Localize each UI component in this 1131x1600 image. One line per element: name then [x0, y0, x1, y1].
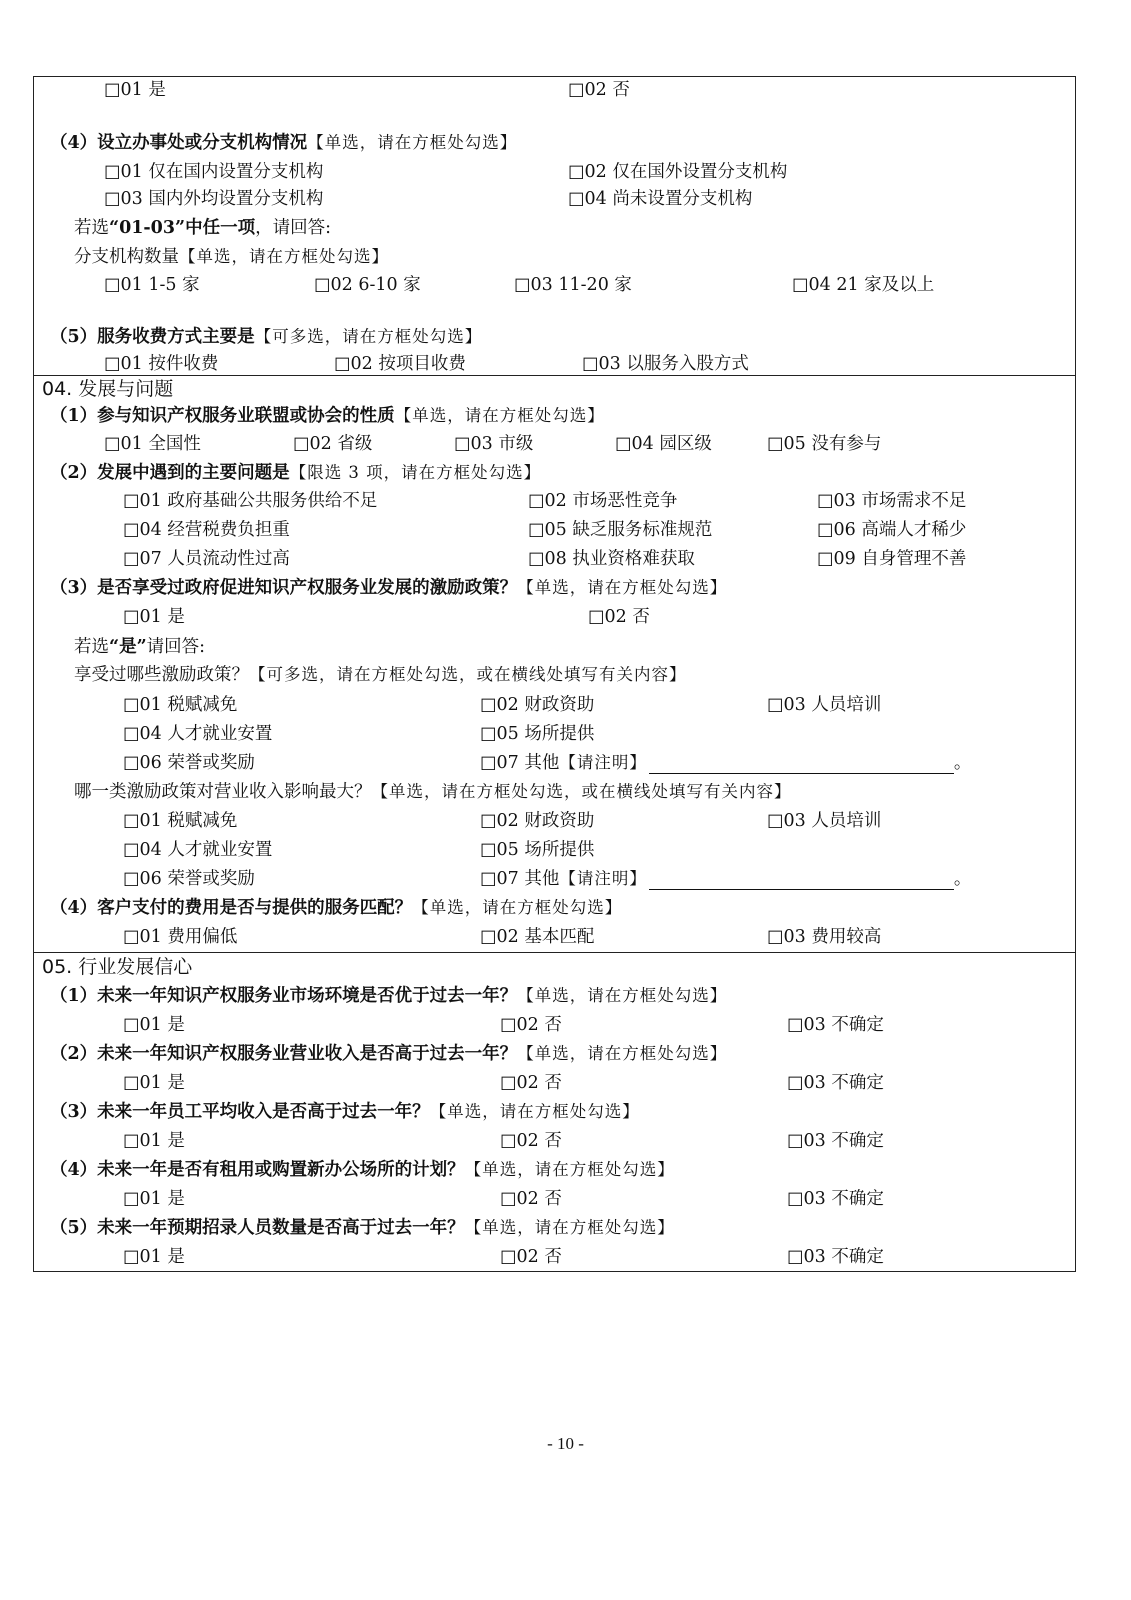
section-divider	[34, 375, 1075, 376]
question-confidence: （5）未来一年预期招录人员数量是否高于过去一年？【单选，请在方框处勾选】	[50, 1218, 675, 1238]
checkbox-option[interactable]: □ 04 21 家及以上	[792, 274, 934, 296]
checkbox-option[interactable]: □ 02 否	[588, 606, 650, 628]
checkbox-option[interactable]: □ 01 仅在国内设置分支机构	[104, 161, 323, 183]
section-heading: 04. 发展与问题	[42, 378, 174, 400]
checkbox-option[interactable]: □ 07 人员流动性过高	[123, 548, 290, 570]
conditional-note: 若选“01-03”中任一项，请回答:	[74, 218, 332, 238]
checkbox-option[interactable]: □ 06 荣誉或奖励	[123, 752, 255, 774]
checkbox-option[interactable]: □ 01 政府基础公共服务供给不足	[123, 490, 377, 512]
question-alliance: （1）参与知识产权服务业联盟或协会的性质【单选，请在方框处勾选】	[50, 406, 605, 426]
checkbox-option[interactable]: □ 04 经营税费负担重	[123, 519, 290, 541]
question-problems: （2）发展中遇到的主要问题是【限选 3 项，请在方框处勾选】	[50, 463, 542, 483]
checkbox-option[interactable]: □ 01 税赋减免	[123, 810, 237, 832]
question-confidence: （4）未来一年是否有租用或购置新办公场所的计划？【单选，请在方框处勾选】	[50, 1160, 675, 1180]
branch-count-label: 分支机构数量【单选，请在方框处勾选】	[74, 247, 389, 267]
checkbox-option[interactable]: □ 02 否	[500, 1130, 562, 1152]
checkbox-option[interactable]: □ 03 11-20 家	[514, 274, 632, 296]
section-divider	[34, 952, 1075, 953]
question-confidence: （1）未来一年知识产权服务业市场环境是否优于过去一年？【单选，请在方框处勾选】	[50, 986, 728, 1006]
checkbox-option[interactable]: □ 04 人才就业安置	[123, 723, 272, 745]
question-confidence: （3）未来一年员工平均收入是否高于过去一年？【单选，请在方框处勾选】	[50, 1102, 640, 1122]
checkbox-option[interactable]: □ 02 基本匹配	[480, 926, 594, 948]
checkbox-option[interactable]: □ 03 不确定	[787, 1072, 884, 1094]
checkbox-option[interactable]: □ 01 1-5 家	[104, 274, 200, 296]
checkbox-option[interactable]: □ 03 费用较高	[767, 926, 881, 948]
checkbox-option[interactable]: □ 01 税赋减免	[123, 694, 237, 716]
checkbox-option[interactable]: □ 03 国内外均设置分支机构	[104, 188, 323, 210]
checkbox-option[interactable]: □ 01 是	[104, 79, 166, 101]
checkbox-option[interactable]: □ 03 不确定	[787, 1130, 884, 1152]
checkbox-option[interactable]: □ 02 否	[568, 79, 630, 101]
checkbox-option[interactable]: □ 03 人员培训	[767, 694, 881, 716]
checkbox-option[interactable]: □ 01 全国性	[104, 433, 201, 455]
conditional-note: 若选“是”请回答:	[74, 637, 206, 657]
other-option[interactable]: □ 07 其他【请注明】 。	[480, 868, 971, 890]
checkbox-option[interactable]: □ 03 人员培训	[767, 810, 881, 832]
fill-in-line[interactable]	[649, 755, 954, 774]
page-number: - 10 -	[547, 1434, 584, 1453]
checkbox-option[interactable]: □ 03 不确定	[787, 1246, 884, 1268]
fill-in-line[interactable]	[649, 871, 954, 890]
question-fee-method: （5）服务收费方式主要是【可多选，请在方框处勾选】	[50, 327, 483, 347]
checkbox-option[interactable]: □ 02 6-10 家	[314, 274, 421, 296]
checkbox-option[interactable]: □ 01 是	[123, 606, 185, 628]
checkbox-option[interactable]: □ 02 否	[500, 1072, 562, 1094]
checkbox-option[interactable]: □ 02 财政资助	[480, 810, 594, 832]
checkbox-option[interactable]: □ 01 是	[123, 1072, 185, 1094]
sub-question-policies: 享受过哪些激励政策？【可多选，请在方框处勾选，或在横线处填写有关内容】	[74, 665, 687, 685]
checkbox-option[interactable]: □ 02 财政资助	[480, 694, 594, 716]
checkbox-option[interactable]: □ 04 尚未设置分支机构	[568, 188, 752, 210]
checkbox-option[interactable]: □ 02 否	[500, 1188, 562, 1210]
checkbox-option[interactable]: □ 04 园区级	[615, 433, 712, 455]
other-option[interactable]: □ 07 其他【请注明】 。	[480, 752, 971, 774]
checkbox-option[interactable]: □ 03 市级	[454, 433, 533, 455]
checkbox-option[interactable]: □ 03 以服务入股方式	[582, 353, 749, 375]
question-branch-offices: （4）设立办事处或分支机构情况【单选，请在方框处勾选】	[50, 133, 518, 153]
checkbox-option[interactable]: □ 09 自身管理不善	[817, 548, 966, 570]
checkbox-option[interactable]: □ 05 场所提供	[480, 723, 594, 745]
checkbox-option[interactable]: □ 01 费用偏低	[123, 926, 237, 948]
checkbox-option[interactable]: □ 06 高端人才稀少	[817, 519, 966, 541]
checkbox-option[interactable]: □ 01 按件收费	[104, 353, 218, 375]
checkbox-option[interactable]: □ 06 荣誉或奖励	[123, 868, 255, 890]
checkbox-option[interactable]: □ 05 场所提供	[480, 839, 594, 861]
checkbox-option[interactable]: □ 02 按项目收费	[334, 353, 466, 375]
checkbox-option[interactable]: □ 01 是	[123, 1130, 185, 1152]
checkbox-option[interactable]: □ 02 否	[500, 1246, 562, 1268]
checkbox-option[interactable]: □ 04 人才就业安置	[123, 839, 272, 861]
checkbox-option[interactable]: □ 03 不确定	[787, 1014, 884, 1036]
checkbox-option[interactable]: □ 01 是	[123, 1246, 185, 1268]
checkbox-option[interactable]: □ 02 仅在国外设置分支机构	[568, 161, 787, 183]
question-confidence: （2）未来一年知识产权服务业营业收入是否高于过去一年？【单选，请在方框处勾选】	[50, 1044, 728, 1064]
section-heading: 05. 行业发展信心	[42, 956, 193, 978]
sub-question-most-impact: 哪一类激励政策对营业收入影响最大？【单选，请在方框处勾选，或在横线处填写有关内容】	[74, 782, 792, 802]
question-fee-match: （4）客户支付的费用是否与提供的服务匹配？【单选，请在方框处勾选】	[50, 898, 623, 918]
checkbox-option[interactable]: □ 03 市场需求不足	[817, 490, 966, 512]
checkbox-option[interactable]: □ 08 执业资格难获取	[528, 548, 695, 570]
checkbox-option[interactable]: □ 02 省级	[293, 433, 372, 455]
checkbox-option[interactable]: □ 05 缺乏服务标准规范	[528, 519, 712, 541]
checkbox-option[interactable]: □ 01 是	[123, 1188, 185, 1210]
checkbox-option[interactable]: □ 03 不确定	[787, 1188, 884, 1210]
checkbox-option[interactable]: □ 01 是	[123, 1014, 185, 1036]
question-incentive: （3）是否享受过政府促进知识产权服务业发展的激励政策？【单选，请在方框处勾选】	[50, 578, 728, 598]
checkbox-option[interactable]: □ 02 市场恶性竞争	[528, 490, 677, 512]
checkbox-option[interactable]: □ 05 没有参与	[767, 433, 881, 455]
checkbox-option[interactable]: □ 02 否	[500, 1014, 562, 1036]
